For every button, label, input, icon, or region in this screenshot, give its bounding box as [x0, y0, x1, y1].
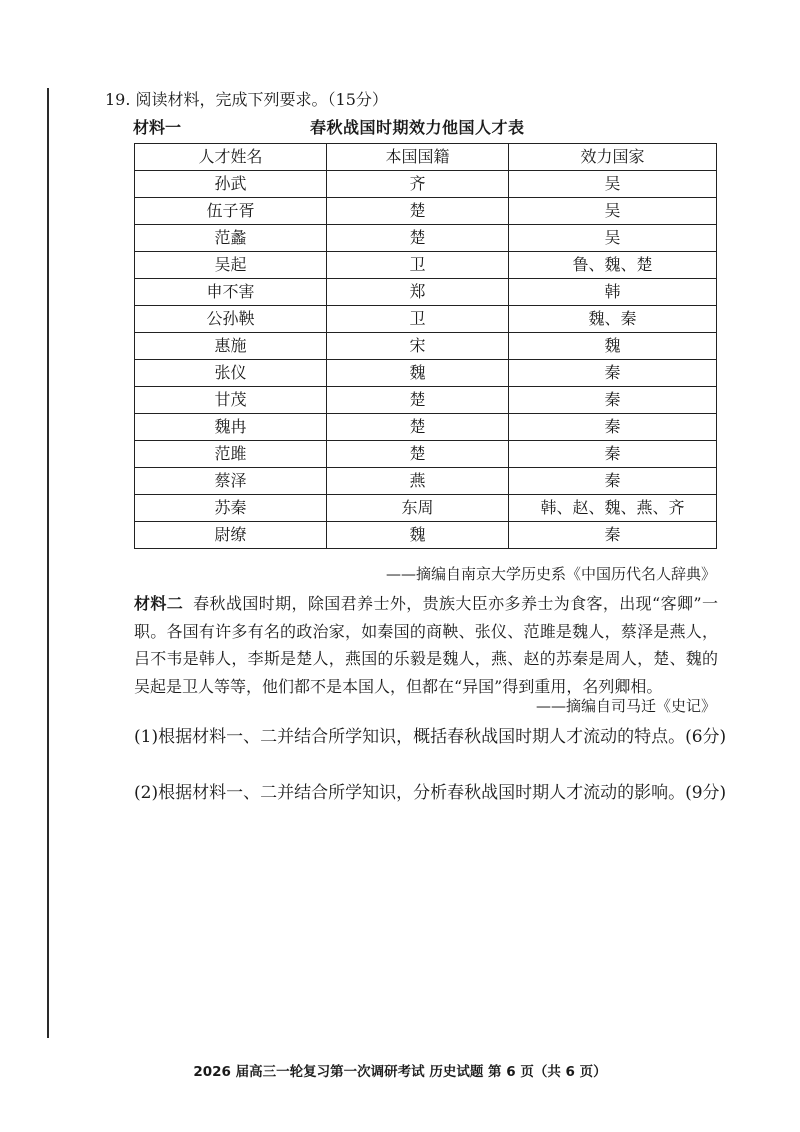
table-row	[135, 198, 717, 225]
cell-name: 范蠡	[135, 225, 327, 252]
cell-name: 苏秦	[135, 495, 327, 522]
cell-name: 魏冉	[135, 414, 327, 441]
cell-name: 惠施	[135, 333, 327, 360]
cell-home-state: 楚	[327, 225, 509, 252]
material2-paragraph	[134, 590, 718, 700]
cell-home-state: 东周	[327, 495, 509, 522]
cell-home-state: 宋	[327, 333, 509, 360]
table-row	[135, 414, 717, 441]
material2-source: ——摘编自司马迁《史记》	[535, 697, 716, 715]
cell-home-state: 郑	[327, 279, 509, 306]
cell-served-states: 吴	[509, 225, 717, 252]
cell-home-state: 卫	[327, 306, 509, 333]
task-2: (2)根据材料一、二并结合所学知识，分析春秋战国时期人才流动的影响。(9分)	[134, 783, 727, 803]
table-row	[135, 333, 717, 360]
task-1: (1)根据材料一、二并结合所学知识，概括春秋战国时期人才流动的特点。(6分)	[134, 727, 727, 747]
cell-home-state: 齐	[327, 171, 509, 198]
column-header: 效力国家	[509, 144, 717, 171]
cell-home-state: 楚	[327, 414, 509, 441]
column-header: 人才姓名	[135, 144, 327, 171]
column-header: 本国国籍	[327, 144, 509, 171]
cell-name: 范雎	[135, 441, 327, 468]
table-row	[135, 252, 717, 279]
table-row	[135, 441, 717, 468]
cell-name: 蔡泽	[135, 468, 327, 495]
material2-text: 春秋战国时期，除国君养士外，贵族大臣亦多养士为食客，出现“客卿”一职。各国有许多有名的政治家，如秦国的商鞅、张仪、范雎是魏人，蔡泽是燕人，吕不韦是韩人，李斯是楚人，燕国的乐毅是魏人，燕、赵的苏秦是周人，楚、魏的吴起是卫人等等，他们都不是本国人，但都在“异国”得到重用，名列卿相。	[134, 594, 718, 696]
cell-name: 孙武	[135, 171, 327, 198]
table-row	[135, 279, 717, 306]
cell-served-states: 韩	[509, 279, 717, 306]
cell-served-states: 魏	[509, 333, 717, 360]
cell-home-state: 楚	[327, 387, 509, 414]
cell-served-states: 秦	[509, 522, 717, 549]
talent-table	[134, 143, 717, 549]
cell-served-states: 吴	[509, 171, 717, 198]
table-body	[135, 171, 717, 549]
cell-home-state: 楚	[327, 198, 509, 225]
cell-name: 尉缭	[135, 522, 327, 549]
cell-served-states: 魏、秦	[509, 306, 717, 333]
cell-served-states: 韩、赵、魏、燕、齐	[509, 495, 717, 522]
cell-name: 张仪	[135, 360, 327, 387]
material1-source: ——摘编自南京大学历史系《中国历代名人辞典》	[385, 565, 716, 583]
binding-margin-line	[47, 88, 49, 1038]
cell-served-states: 吴	[509, 198, 717, 225]
cell-served-states: 秦	[509, 360, 717, 387]
table-row	[135, 225, 717, 252]
cell-home-state: 卫	[327, 252, 509, 279]
cell-home-state: 魏	[327, 522, 509, 549]
cell-served-states: 鲁、魏、楚	[509, 252, 717, 279]
cell-name: 吴起	[135, 252, 327, 279]
table-row	[135, 171, 717, 198]
material1-label: 材料一	[133, 118, 182, 137]
table-row	[135, 522, 717, 549]
cell-home-state: 魏	[327, 360, 509, 387]
cell-name: 公孙鞅	[135, 306, 327, 333]
table-row	[135, 306, 717, 333]
cell-name: 伍子胥	[135, 198, 327, 225]
page-footer: 2026 届高三一轮复习第一次调研考试 历史试题 第 6 页（共 6 页）	[193, 1064, 607, 1080]
cell-home-state: 楚	[327, 441, 509, 468]
cell-served-states: 秦	[509, 414, 717, 441]
material2-label: 材料二	[134, 594, 184, 613]
question-header: 19. 阅读材料，完成下列要求。（15分）	[105, 90, 388, 109]
table-row	[135, 468, 717, 495]
cell-name: 甘茂	[135, 387, 327, 414]
table-title: 春秋战国时期效力他国人才表	[310, 118, 525, 137]
cell-served-states: 秦	[509, 468, 717, 495]
cell-served-states: 秦	[509, 441, 717, 468]
cell-home-state: 燕	[327, 468, 509, 495]
cell-served-states: 秦	[509, 387, 717, 414]
table-header-row	[135, 144, 717, 171]
table-row	[135, 387, 717, 414]
table-row	[135, 360, 717, 387]
table-row	[135, 495, 717, 522]
cell-name: 申不害	[135, 279, 327, 306]
